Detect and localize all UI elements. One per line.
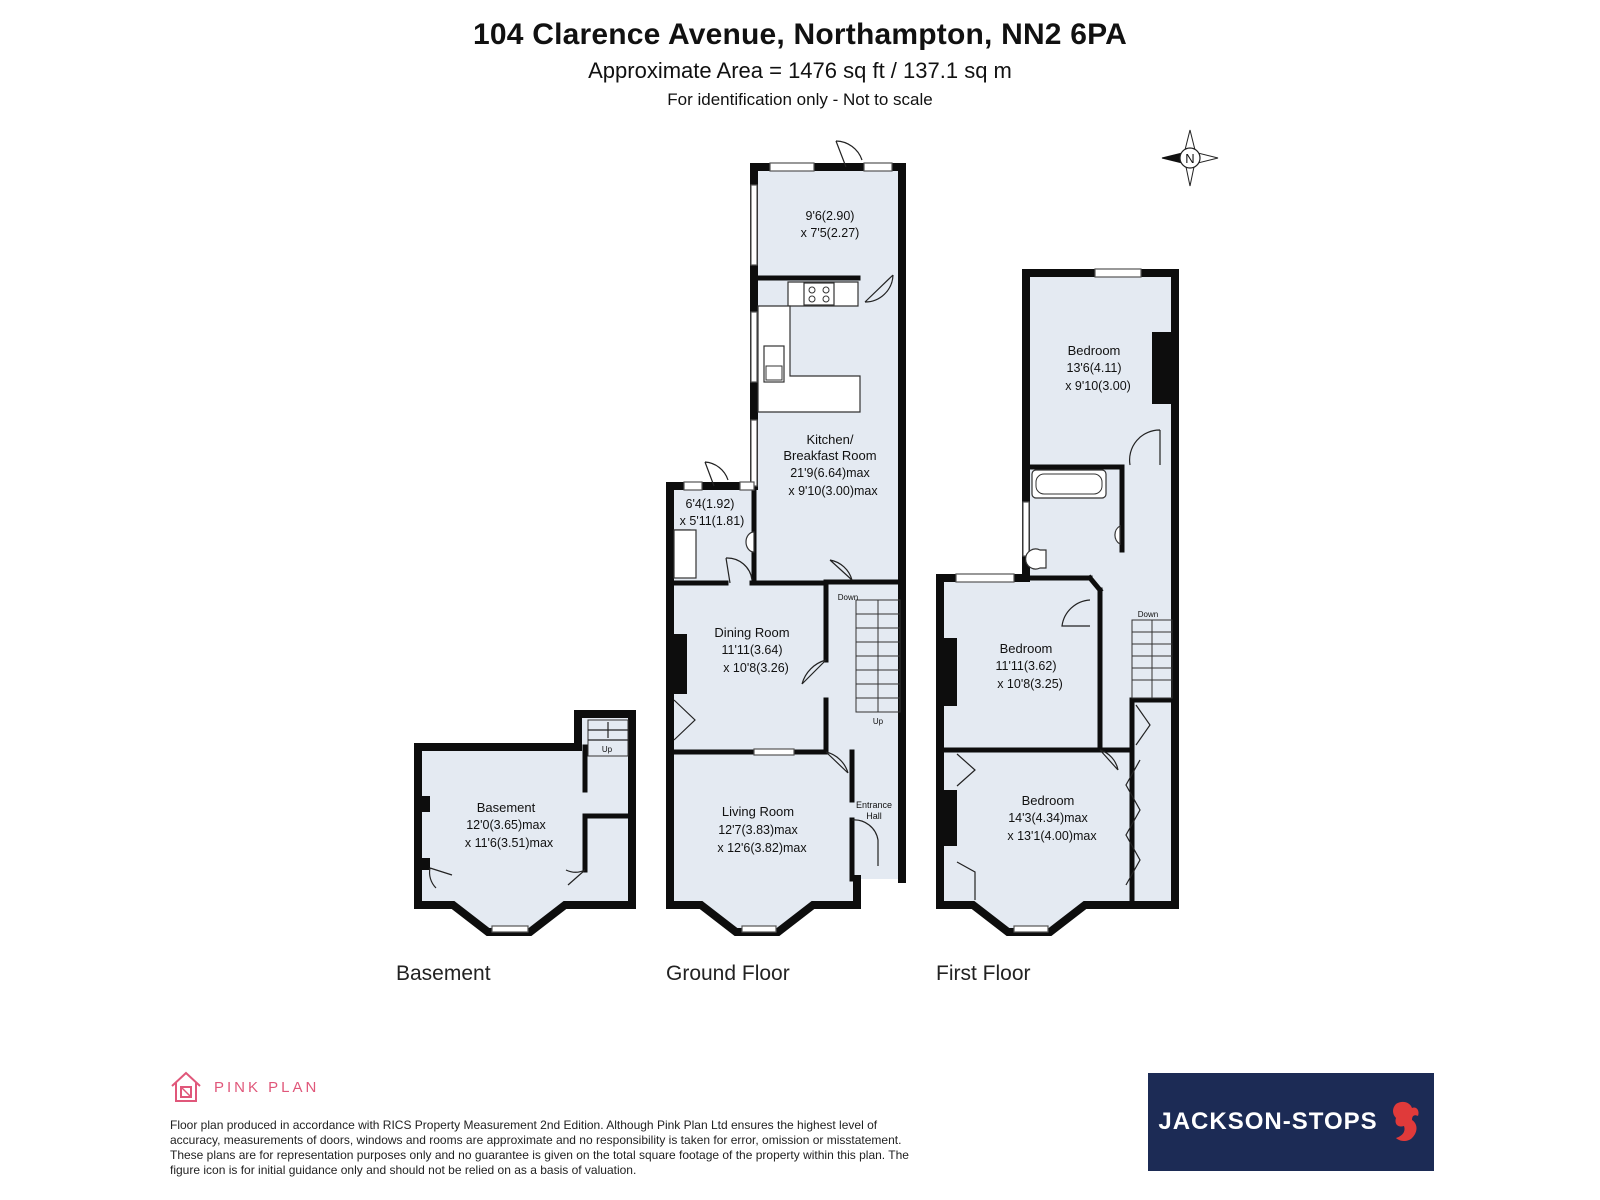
utility-dim1: 6'4(1.92) [685,497,735,511]
dining-room-dim1: 11'11(3.64) [721,643,783,657]
compass-label: N [1185,151,1195,166]
basement-plan [418,714,632,932]
ground-floor-label: Ground Floor [666,962,790,985]
bedroom3-dim1: 14'3(4.34)max [1008,811,1088,825]
agent-logo [1148,1073,1434,1171]
hall-name-line1: Entrance [855,800,893,810]
first-stairs-down: Down [1137,610,1159,619]
basement-room-dim1: 12'0(3.65)max [466,818,546,832]
living-room-name: Living Room [721,804,795,819]
disclaimer-text: Floor plan produced in accordance with RICS Property Measurement 2nd Edition. Although Pink Plan Ltd ensures the highest level of accuracy, measurements of doors, windows and rooms are approximate and no responsibility is taken for error, omission or misstatement. These plans are for representation purposes only and no guarantee is given on the total square footage of the property within this plan. The figure icon is for initial guidance only and should not be relied on as a basis of valuation. [170,1118,909,1177]
basement-stairs-up: Up [601,745,613,754]
compass-icon [1162,130,1218,186]
kitchen-name-line1: Kitchen/ [806,432,854,447]
first-floor-label: First Floor [936,962,1031,985]
basement-room-dim2: x 11'6(3.51)max [464,836,554,850]
hall-name-line2: Hall [866,811,882,821]
basement-room-name: Basement [476,800,536,815]
bedroom3-name: Bedroom [1021,793,1075,808]
ground-stairs-up: Up [872,717,884,726]
bedroom2-dim2: x 10'8(3.25) [997,677,1063,691]
dining-room-name: Dining Room [714,625,790,640]
ground-stairs-down: Down [837,593,859,602]
scale-note: For identification only - Not to scale [667,90,933,109]
bedroom2-dim1: 11'11(3.62) [995,659,1057,673]
bedroom3-dim2: x 13'1(4.00)max [1007,829,1097,843]
pink-plan-brand: PINK PLAN [214,1078,320,1096]
pink-plan-logo [170,1070,319,1104]
bedroom1-dim2: x 9'10(3.00) [1065,379,1131,393]
conservatory-dim1: 9'6(2.90) [805,209,855,223]
kitchen-dim2: x 9'10(3.00)max [788,484,878,498]
property-title: 104 Clarence Avenue, Northampton, NN2 6PA [473,18,1127,51]
dining-room-dim2: x 10'8(3.26) [723,661,789,675]
basement-label: Basement [396,962,491,985]
house-icon [170,1070,202,1104]
conservatory-dim2: x 7'5(2.27) [800,226,860,240]
area-summary: Approximate Area = 1476 sq ft / 137.1 sq m [588,58,1012,83]
bedroom1-dim1: 13'6(4.11) [1066,361,1122,375]
kitchen-dim1: 21'9(6.64)max [790,466,870,480]
ground-floor-plan [670,141,902,932]
bedroom1-name: Bedroom [1067,343,1121,358]
living-room-dim1: 12'7(3.83)max [718,823,798,837]
agent-name: JACKSON-STOPS [1158,1108,1378,1135]
utility-dim2: x 5'11(1.81) [679,514,745,528]
first-floor-plan [940,269,1175,932]
bedroom2-name: Bedroom [999,641,1053,656]
stag-icon [1388,1098,1424,1146]
kitchen-name-line2: Breakfast Room [783,448,877,463]
living-room-dim2: x 12'6(3.82)max [717,841,807,855]
